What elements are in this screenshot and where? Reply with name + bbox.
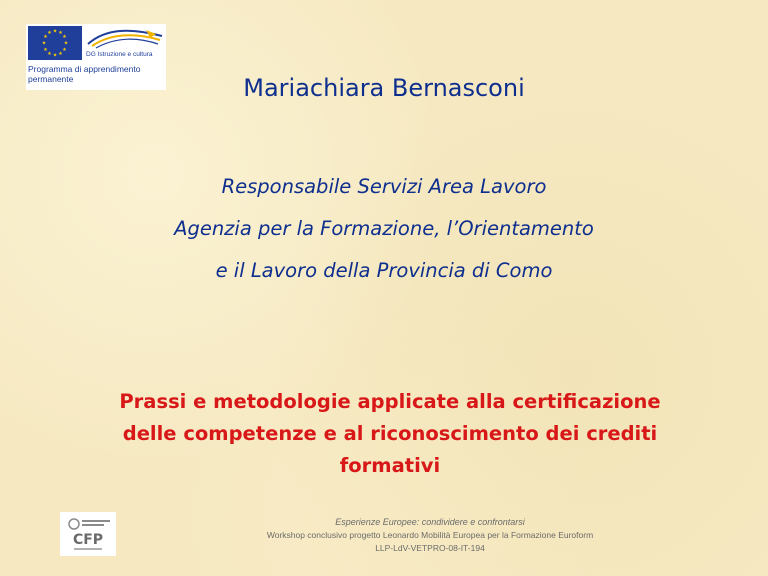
svg-text:★: ★ [63,40,69,47]
dg-label: DG Istruzione e cultura [86,51,153,58]
footer-workshop: Workshop conclusivo progetto Leonardo Mobilità Europea per la Formazione Euroform [266,530,594,540]
affiliation-line: e il Lavoro della Provincia di Como [215,259,553,282]
svg-text:★: ★ [62,47,67,53]
talk-title-line: delle competenze e al riconoscimento dei crediti [122,422,658,445]
svg-text:★: ★ [43,47,48,53]
affiliation-line: Responsabile Servizi Area Lavoro [221,175,547,198]
svg-text:★: ★ [58,30,63,36]
cfp-logo [60,512,116,556]
svg-text:★: ★ [47,30,52,36]
eu-flag-icon [28,26,82,60]
affiliation [0,166,768,292]
cfp-logo-text: CFP [72,532,104,548]
footer [180,516,680,555]
svg-text:★: ★ [43,34,48,40]
talk-title-line: formativi [339,454,441,477]
svg-text:★: ★ [47,51,52,57]
programme-line: Programma di apprendimento [28,64,141,74]
svg-text:★: ★ [58,51,63,57]
svg-text:★: ★ [52,28,58,35]
svg-text:★: ★ [41,40,47,47]
footer-event: Esperienze Europee: condividere e confrontarsi [335,517,525,527]
affiliation-line: Agenzia per la Formazione, l’Orientamento [174,217,594,240]
programme-line: permanente [28,74,74,84]
footer-project-code: LLP-LdV-VETPRO-08-IT-194 [375,543,485,553]
talk-title-line: Prassi e metodologie applicate alla certificazione [119,390,661,413]
talk-title [60,386,720,482]
svg-text:★: ★ [52,52,58,59]
presenter-name: Mariachiara Bernasconi [243,74,525,102]
svg-text:★: ★ [62,34,67,40]
